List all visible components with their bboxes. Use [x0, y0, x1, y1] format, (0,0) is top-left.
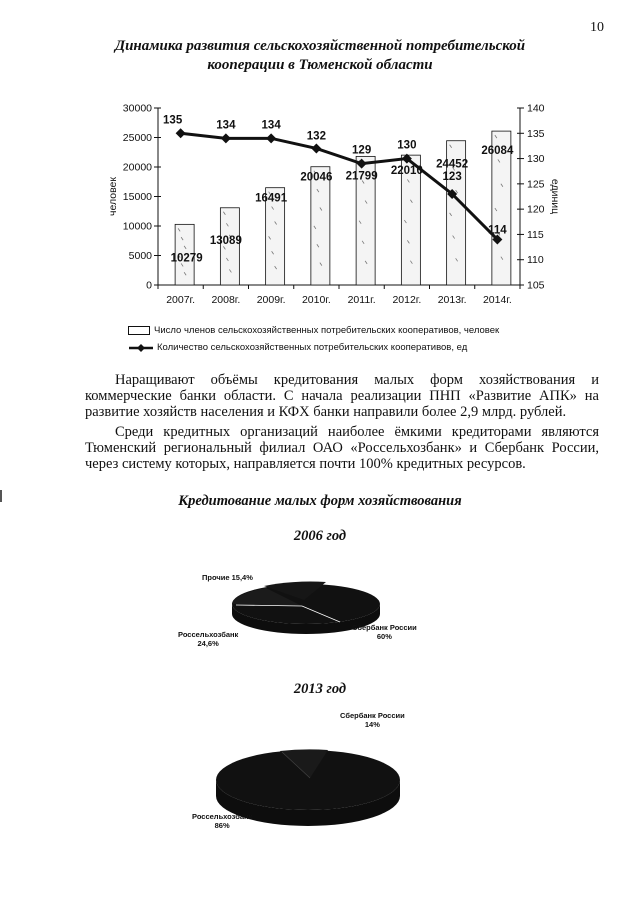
paragraph-2: Среди кредитных организаций наиболее ёмкими кредиторами являются Тюменский региональный филиал ОАО «Россельхозбанк» и Сбербанк России, через систему которых, направляется почти 100% кредитных ресурсов. — [85, 424, 599, 472]
line-data-label: 134 — [261, 119, 281, 132]
y-left-tick-label: 15000 — [122, 191, 152, 203]
chart-svg — [100, 98, 560, 323]
x-tick-label: 2008г. — [211, 294, 241, 306]
bar-data-label: 26084 — [481, 145, 514, 158]
pie-2013-label-rosselkhozbank: Россельхозбанк 86% — [192, 812, 253, 830]
line-data-label: 135 — [163, 114, 183, 127]
paragraph-1: Наращивают объёмы кредитования малых форм хозяйствования и коммерческие банки области. С начала реализации ПНП «Развитие АПК» на развитие хозяйств населения и КФХ банки направили более 2,9 млрд. рублей. — [85, 372, 599, 420]
y-left-tick-label: 20000 — [122, 161, 152, 174]
body-text — [85, 372, 599, 472]
legend-item-members — [128, 325, 499, 336]
line-data-label: 114 — [488, 224, 507, 237]
y-right-tick-label: 125 — [527, 178, 545, 191]
y-right-tick-label: 110 — [527, 254, 544, 267]
legend-line-label: Количество сельскохозяйственных потребительских кооперативов, ед — [157, 342, 468, 353]
x-tick-label: 2012г. — [392, 294, 422, 306]
y-left-tick-label: 0 — [146, 279, 152, 292]
y-right-tick-label: 115 — [527, 228, 544, 241]
bar — [311, 167, 330, 285]
scan-margin-mark — [0, 490, 2, 502]
line-data-label: 134 — [216, 119, 236, 132]
y-axis-right-title: единиц — [549, 178, 560, 215]
bar-data-label: 10279 — [170, 252, 203, 265]
bar-data-label: 16491 — [255, 192, 288, 205]
pie-2006-heading: 2006 год — [293, 528, 347, 544]
line-data-label: 129 — [352, 144, 372, 157]
x-tick-label: 2009г. — [256, 294, 286, 306]
x-tick-label: 2014г. — [482, 294, 512, 306]
pie-2006-label-rosselkhozbank: Россельхозбанк 24,6% — [178, 630, 239, 648]
legend-bar-swatch — [128, 326, 150, 335]
pie-2006-label-sberbank: Сбербанк России 60% — [352, 623, 417, 641]
legend-line-swatch — [128, 343, 154, 353]
line-point — [176, 128, 186, 138]
line-point — [266, 133, 276, 143]
y-right-tick-label: 130 — [527, 153, 545, 166]
legend-item-count — [128, 342, 467, 353]
line-data-label: 132 — [306, 130, 326, 143]
page-number: 10 — [590, 20, 604, 35]
y-left-tick-label: 30000 — [122, 102, 152, 115]
x-tick-label: 2010г. — [301, 294, 331, 306]
pie-2013-heading: 2013 год — [293, 681, 347, 697]
x-tick-label: 2011г. — [347, 294, 376, 306]
x-tick-label: 2013г. — [437, 294, 467, 306]
pie-2006-label-prochie: Прочие 15,4% — [202, 573, 253, 582]
section-heading: Кредитование малых форм хозяйствования — [178, 493, 462, 509]
bar-data-label: 13089 — [209, 234, 242, 247]
bar-data-label: 22010 — [390, 165, 423, 178]
y-right-tick-label: 135 — [527, 127, 545, 140]
bar-data-label: 24452 — [436, 158, 469, 171]
bar-data-label: 20046 — [300, 171, 333, 184]
title-line-2: кооперации в Тюменской области — [207, 57, 433, 73]
y-right-tick-label: 140 — [527, 102, 545, 115]
y-left-tick-label: 10000 — [122, 220, 152, 233]
cooperation-chart — [100, 98, 560, 323]
y-left-tick-label: 5000 — [128, 250, 152, 262]
title-line-1: Динамика развития сельскохозяйственной потребительской — [114, 38, 526, 54]
line-point — [221, 133, 231, 143]
pie-2013-label-sberbank: Сбербанк России 14% — [340, 711, 405, 729]
page-title — [90, 37, 550, 75]
line-data-label: 130 — [397, 139, 417, 152]
line-data-label: 123 — [442, 170, 462, 183]
bar-data-label: 21799 — [345, 170, 378, 183]
legend-bar-label: Число членов сельскохозяйственных потребительских кооперативов, человек — [154, 325, 500, 336]
y-right-tick-label: 105 — [527, 279, 545, 292]
x-tick-label: 2007г. — [166, 294, 196, 306]
line-point — [311, 143, 321, 153]
y-axis-left-title: человек — [107, 177, 119, 216]
y-right-tick-label: 120 — [527, 203, 545, 216]
y-left-tick-label: 25000 — [122, 132, 152, 144]
